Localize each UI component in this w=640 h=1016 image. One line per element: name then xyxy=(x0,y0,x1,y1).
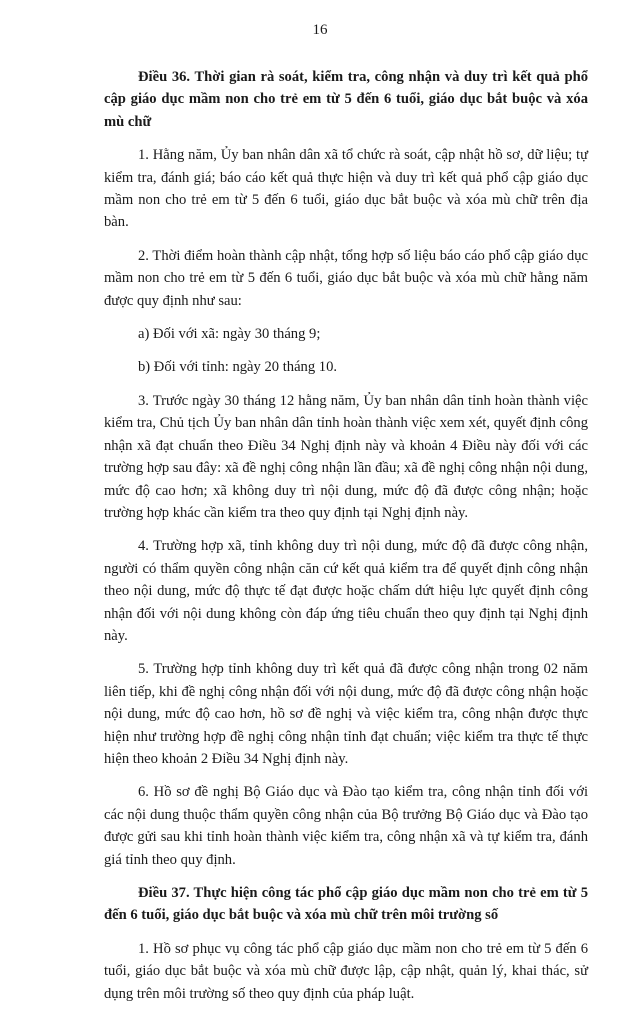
article-36-paragraph-2: 2. Thời điểm hoàn thành cập nhật, tổng hợp số liệu báo cáo phổ cập giáo dục mầm non cho trẻ em từ 5 đến 6 tuổi, giáo dục bắt buộc và xóa mù chữ hằng năm được quy định như sau: xyxy=(104,247,588,309)
article-36-item-b: b) Đối với tỉnh: ngày 20 tháng 10. xyxy=(138,359,338,376)
page-number: 16 xyxy=(312,22,328,38)
article-36-heading: Điều 36. Thời gian rà soát, kiểm tra, công nhận và duy trì kết quả phổ cập giáo dục mầm non cho trẻ em từ 5 đến 6 tuổi, giáo dục bắt buộc và xóa mù chữ xyxy=(104,69,588,130)
article-36-item-a: a) Đối với xã: ngày 30 tháng 9; xyxy=(138,326,321,343)
document-body xyxy=(104,66,588,1016)
article-36-paragraph-3: 3. Trước ngày 30 tháng 12 hằng năm, Ủy ban nhân dân tỉnh hoàn thành việc kiểm tra, Chủ tịch Ủy ban nhân dân tỉnh hoàn thành việc xem xét, quyết định công nhận xã đạt chuẩn theo Điều 34 Nghị định này và khoản 4 Điều này đối với các trường hợp sau đây: xã đề nghị công nhận lần đầu; xã đề nghị công nhận nội dung, mức độ cao hơn; xã không duy trì nội dung, mức độ đã được công nhận; hoặc trường hợp khác cần kiểm tra theo quy định tại Nghị định này. xyxy=(104,392,588,521)
article-36-paragraph-1: 1. Hằng năm, Ủy ban nhân dân xã tổ chức rà soát, cập nhật hồ sơ, dữ liệu; tự kiểm tra, đánh giá; báo cáo kết quả thực hiện và duy trì kết quả phổ cập giáo dục mầm non cho trẻ em từ 5 đến 6 tuổi, giáo dục bắt buộc và xóa mù chữ trên địa bàn. xyxy=(104,147,588,231)
article-36-paragraph-4: 4. Trường hợp xã, tỉnh không duy trì nội dung, mức độ đã được công nhận, người có thẩm quyền công nhận căn cứ kết quả kiểm tra để quyết định công nhận theo nội dung, mức độ thực tế đạt được hoặc chấm dứt hiệu lực quyết định công nhận đối với nội dung không còn đáp ứng tiêu chuẩn theo quy định tại Nghị định này. xyxy=(104,538,588,644)
article-36-paragraph-5: 5. Trường hợp tỉnh không duy trì kết quả đã được công nhận trong 02 năm liên tiếp, khi đề nghị công nhận đối với nội dung, mức độ đã được công nhận hoặc nội dung, mức độ cao hơn, hồ sơ đề nghị và việc kiểm tra, công nhận được thực hiện như trường hợp đề nghị công nhận tỉnh đạt chuẩn; việc kiểm tra thực tế thực hiện theo khoản 2 Điều 34 Nghị định này. xyxy=(104,661,588,767)
article-37-heading: Điều 37. Thực hiện công tác phổ cập giáo dục mầm non cho trẻ em từ 5 đến 6 tuổi, giáo dục bắt buộc và xóa mù chữ trên môi trường số xyxy=(104,885,588,924)
article-37-paragraph-1: 1. Hồ sơ phục vụ công tác phổ cập giáo dục mầm non cho trẻ em từ 5 đến 6 tuổi, giáo dục bắt buộc và xóa mù chữ được lập, cập nhật, quản lý, khai thác, sử dụng trên môi trường số theo quy định của pháp luật. xyxy=(104,940,588,1002)
article-36-paragraph-6: 6. Hồ sơ đề nghị Bộ Giáo dục và Đào tạo kiểm tra, công nhận tỉnh đối với các nội dung thuộc thẩm quyền công nhận của Bộ trưởng Bộ Giáo dục và Đào tạo được gửi sau khi tỉnh hoàn thành việc kiểm tra, công nhận xã và tự kiểm tra, đánh giá tỉnh theo quy định. xyxy=(104,784,588,868)
